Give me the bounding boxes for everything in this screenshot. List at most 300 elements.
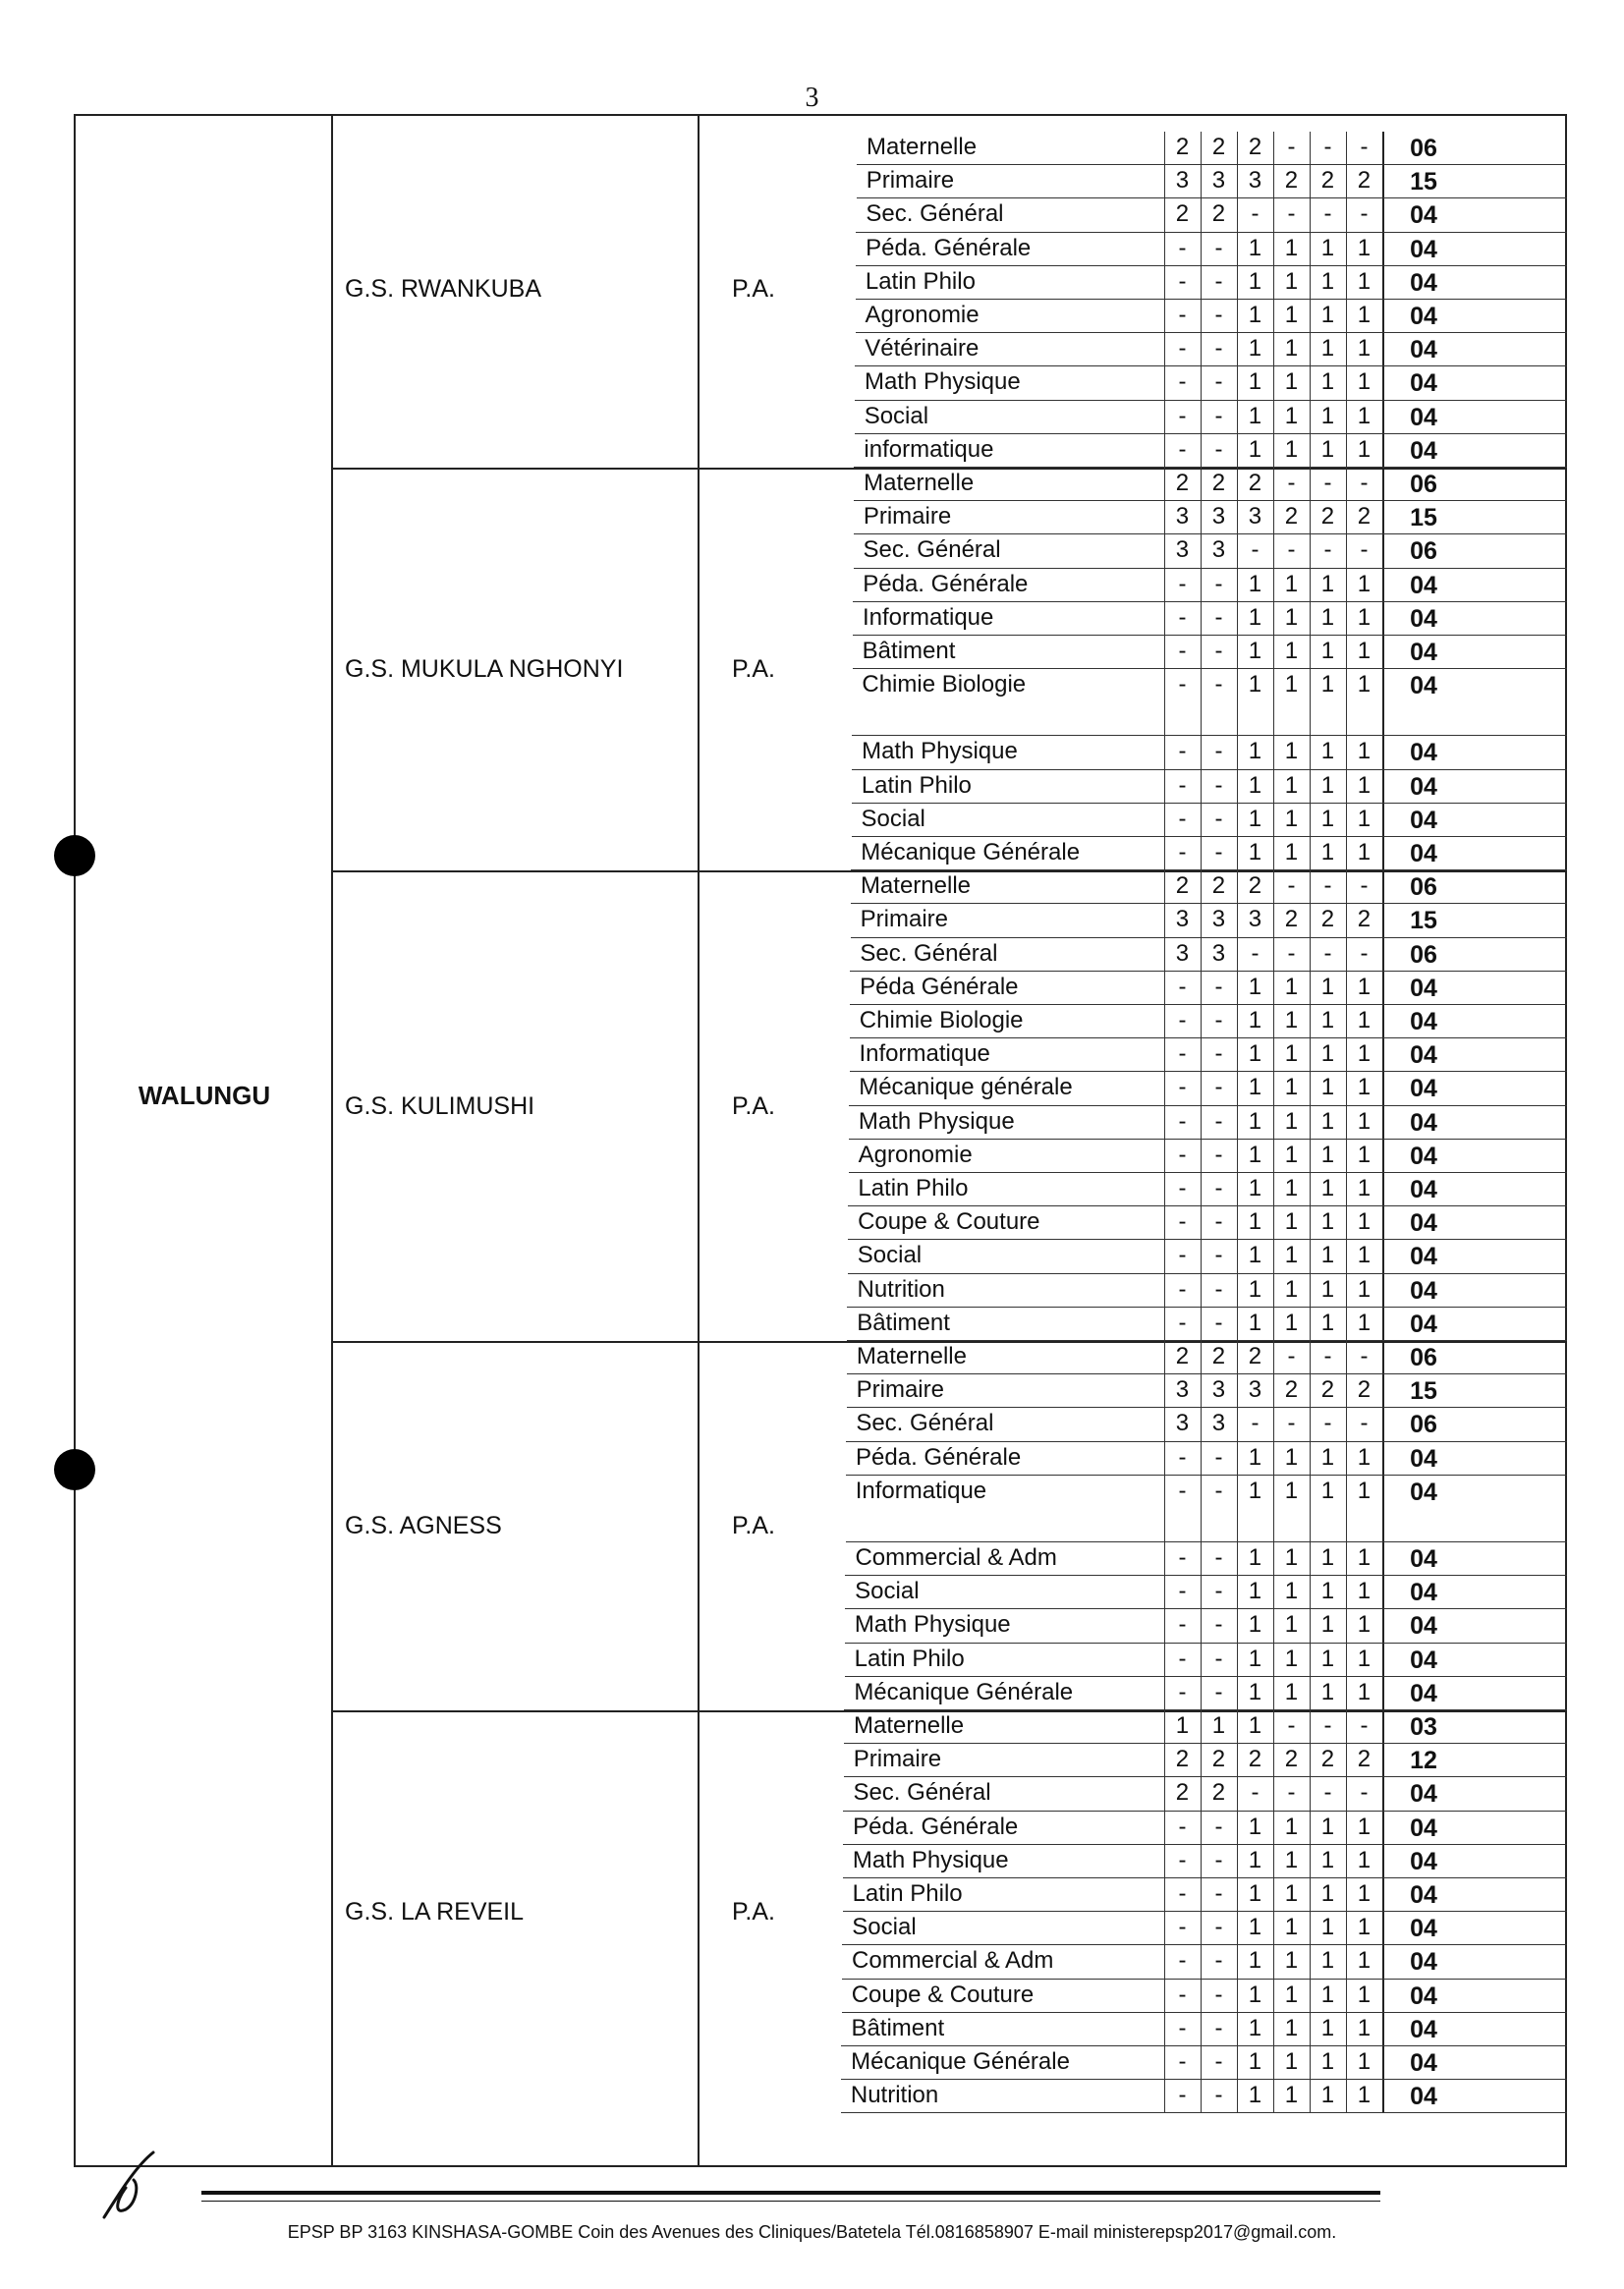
table-row (842, 1945, 1567, 1979)
option-label: Péda. Générale (866, 234, 1032, 261)
class-count-cell: 2 (1310, 1374, 1345, 1407)
class-count-cell: 1 (1237, 1106, 1272, 1139)
class-count-cell: 1 (1237, 1878, 1272, 1911)
class-count-cell: 1 (1310, 1609, 1345, 1642)
total-cell: 15 (1382, 904, 1463, 936)
class-count-cell: 2 (1201, 1341, 1236, 1373)
table-row (845, 1542, 1567, 1576)
class-count-cell: 1 (1237, 1038, 1272, 1071)
class-count-cell: 2 (1273, 904, 1309, 936)
option-label: Latin Philo (865, 267, 976, 295)
class-count-cell: - (1346, 468, 1381, 500)
class-count-cell: 1 (1237, 770, 1272, 803)
table-row (852, 669, 1567, 736)
table-row (843, 1777, 1567, 1811)
class-count-cell: - (1201, 804, 1236, 836)
class-count-cell: 2 (1201, 870, 1236, 903)
class-count-cell: - (1164, 1173, 1200, 1205)
class-count-cell: - (1164, 1812, 1200, 1844)
class-count-cell: 3 (1201, 534, 1236, 567)
class-count-cell: 1 (1310, 1274, 1345, 1307)
option-label: Informatique (862, 603, 994, 631)
total-cell: 15 (1382, 1374, 1463, 1407)
class-count-cell: 3 (1164, 904, 1200, 936)
class-count-cell: 3 (1201, 501, 1236, 533)
class-count-cell: - (1164, 602, 1200, 635)
class-count-cell: 1 (1310, 1945, 1345, 1978)
class-count-cell: - (1346, 870, 1381, 903)
table-row (850, 938, 1567, 972)
total-cell: 04 (1382, 1072, 1463, 1104)
table-row (855, 401, 1567, 434)
class-count-cell: 3 (1201, 1374, 1236, 1407)
class-count-cell: - (1201, 300, 1236, 332)
school-name: G.S. MUKULA NGHONYI (345, 655, 624, 684)
class-count-cell: 1 (1237, 1845, 1272, 1877)
class-count-cell: 1 (1310, 1542, 1345, 1575)
class-count-cell: 1 (1237, 1576, 1272, 1608)
total-cell: 04 (1382, 1140, 1463, 1172)
class-count-cell: 3 (1201, 904, 1236, 936)
class-count-cell: - (1273, 468, 1309, 500)
class-count-cell: 1 (1310, 233, 1345, 265)
table-row (842, 1912, 1567, 1945)
class-count-cell: 1 (1237, 602, 1272, 635)
class-count-cell: 1 (1237, 1644, 1272, 1676)
option-label: Primaire (860, 906, 948, 933)
class-count-cell: 2 (1310, 904, 1345, 936)
option-label: Primaire (863, 503, 952, 530)
class-count-cell: 1 (1346, 266, 1381, 299)
class-count-cell: 1 (1237, 1980, 1272, 2012)
class-count-cell: 1 (1346, 1644, 1381, 1676)
class-count-cell: 1 (1237, 1609, 1272, 1642)
class-count-cell: - (1201, 669, 1236, 735)
class-count-cell: 1 (1346, 1878, 1381, 1911)
class-count-cell: 1 (1346, 1609, 1381, 1642)
footer-rule (201, 2191, 1380, 2195)
class-count-cell: 1 (1237, 669, 1272, 735)
class-count-cell: 1 (1273, 1980, 1309, 2012)
class-count-cell: - (1201, 1038, 1236, 1071)
class-count-cell: - (1201, 1173, 1236, 1205)
table-row (842, 1980, 1567, 2013)
class-count-cell: 1 (1346, 2013, 1381, 2045)
option-label: Bâtiment (857, 1309, 950, 1336)
total-cell: 15 (1382, 165, 1463, 197)
class-count-cell: 1 (1310, 602, 1345, 635)
option-label: Vétérinaire (865, 335, 980, 363)
class-count-cell: 1 (1310, 1912, 1345, 1944)
class-count-cell: 1 (1346, 972, 1381, 1004)
class-count-cell: 1 (1237, 1476, 1272, 1541)
class-count-cell: 2 (1273, 1374, 1309, 1407)
class-count-cell: 2 (1237, 870, 1272, 903)
class-count-cell: 1 (1273, 300, 1309, 332)
class-count-cell: 1 (1346, 669, 1381, 735)
total-cell: 04 (1382, 1878, 1463, 1911)
class-count-cell: 3 (1237, 904, 1272, 936)
option-label: Mécanique Générale (861, 839, 1081, 865)
class-count-cell: - (1201, 2046, 1236, 2079)
option-label: Chimie Biologie (862, 671, 1027, 698)
class-count-cell: - (1310, 198, 1345, 231)
table-row (854, 501, 1567, 534)
class-count-cell: 1 (1273, 636, 1309, 668)
class-count-cell: - (1164, 1878, 1200, 1911)
class-count-cell: - (1310, 1777, 1345, 1810)
total-cell: 04 (1382, 198, 1463, 231)
class-count-cell: 1 (1273, 602, 1309, 635)
total-cell: 04 (1382, 401, 1463, 433)
class-count-cell: 1 (1346, 366, 1381, 399)
class-count-cell: 1 (1237, 434, 1272, 467)
class-count-cell: 1 (1346, 401, 1381, 433)
option-label: Sec. Général (853, 1779, 991, 1807)
class-count-cell: 1 (1273, 366, 1309, 399)
total-cell: 04 (1382, 266, 1463, 299)
class-count-cell: 3 (1164, 1374, 1200, 1407)
class-count-cell: 1 (1237, 837, 1272, 869)
class-count-cell: 1 (1346, 1140, 1381, 1172)
table-row (849, 1072, 1567, 1105)
punch-hole (54, 835, 95, 876)
class-count-cell: 1 (1273, 2013, 1309, 2045)
class-count-cell: 1 (1310, 1812, 1345, 1844)
class-count-cell: 2 (1201, 1744, 1236, 1776)
option-label: Latin Philo (858, 1175, 969, 1201)
table-row (841, 2013, 1567, 2046)
class-count-cell: 1 (1273, 2080, 1309, 2112)
total-cell: 04 (1382, 1206, 1463, 1239)
table-row (854, 434, 1567, 468)
option-label: Coupe & Couture (858, 1208, 1040, 1236)
table-row (847, 1308, 1567, 1341)
class-count-cell: - (1164, 1980, 1200, 2012)
class-count-cell: - (1201, 770, 1236, 803)
table-row (857, 132, 1567, 165)
class-count-cell: - (1164, 1677, 1200, 1709)
class-count-cell: 1 (1237, 1442, 1272, 1475)
class-count-cell: 1 (1237, 1005, 1272, 1037)
class-count-cell: 1 (1310, 300, 1345, 332)
total-cell: 06 (1382, 468, 1463, 500)
class-count-cell: 1 (1310, 1206, 1345, 1239)
school-name: G.S. LA REVEIL (345, 1898, 525, 1926)
handwritten-mark (96, 2147, 165, 2225)
class-count-cell: 1 (1237, 636, 1272, 668)
class-count-cell: - (1201, 1644, 1236, 1676)
option-label: Nutrition (857, 1275, 945, 1303)
class-count-cell: 1 (1237, 1173, 1272, 1205)
class-count-cell: - (1201, 1812, 1236, 1844)
class-count-cell: 2 (1201, 198, 1236, 231)
class-count-cell: 1 (1346, 602, 1381, 635)
class-count-cell: 1 (1273, 434, 1309, 467)
class-count-cell: 1 (1346, 2046, 1381, 2079)
class-count-cell: 2 (1273, 165, 1309, 197)
total-cell: 15 (1382, 501, 1463, 533)
option-label: Mécanique Générale (851, 2048, 1070, 2075)
table-row (852, 804, 1567, 837)
class-count-cell: 1 (1310, 2013, 1345, 2045)
class-count-cell: 1 (1273, 1106, 1309, 1139)
class-count-cell: - (1164, 434, 1200, 467)
class-count-cell: - (1346, 198, 1381, 231)
class-count-cell: - (1201, 333, 1236, 365)
table-row (852, 770, 1567, 804)
option-label: Social (861, 805, 925, 832)
class-count-cell: - (1164, 1609, 1200, 1642)
class-count-cell: - (1201, 1140, 1236, 1172)
class-count-cell: - (1164, 2046, 1200, 2079)
class-count-cell: 2 (1346, 165, 1381, 197)
class-count-cell: - (1201, 1677, 1236, 1709)
option-label: Bâtiment (862, 638, 956, 664)
class-count-cell: 1 (1237, 1542, 1272, 1575)
footer-address: EPSP BP 3163 KINSHASA-GOMBE Coin des Avenues des Cliniques/Batetela Tél.0816858907 E-mail ministerepsp2017@gmail.com. (287, 2222, 1337, 2242)
school-status: P.A. (731, 1898, 776, 1926)
class-count-cell: 2 (1164, 1341, 1200, 1373)
table-row (844, 1710, 1567, 1744)
table-row (845, 1644, 1567, 1677)
class-count-cell: - (1164, 233, 1200, 265)
class-count-cell: - (1164, 266, 1200, 299)
table-row (851, 904, 1567, 937)
class-count-cell: 1 (1310, 669, 1345, 735)
class-count-cell: 2 (1164, 132, 1200, 164)
class-count-cell: - (1201, 1308, 1236, 1340)
option-label: Agronomie (865, 302, 980, 328)
table-row (850, 972, 1567, 1005)
class-count-cell: 1 (1273, 837, 1309, 869)
option-label: Math Physique (862, 738, 1018, 765)
total-cell: 04 (1382, 1106, 1463, 1139)
table-row (853, 569, 1567, 602)
class-count-cell: - (1201, 1912, 1236, 1944)
class-count-cell: 1 (1237, 233, 1272, 265)
class-count-cell: - (1164, 1072, 1200, 1104)
class-count-cell: 1 (1237, 2080, 1272, 2112)
class-count-cell: 1 (1310, 1072, 1345, 1104)
class-count-cell: 2 (1164, 1744, 1200, 1776)
class-count-cell: 1 (1273, 1812, 1309, 1844)
class-count-cell: 1 (1346, 1912, 1381, 1944)
class-count-cell: - (1201, 1442, 1236, 1475)
class-count-cell: 3 (1164, 534, 1200, 567)
class-count-cell: - (1201, 434, 1236, 467)
total-cell: 04 (1382, 1173, 1463, 1205)
table-row (846, 1442, 1567, 1476)
class-count-cell: 2 (1164, 468, 1200, 500)
total-cell: 04 (1382, 972, 1463, 1004)
table-row (853, 602, 1567, 636)
class-count-cell: - (1164, 770, 1200, 803)
class-count-cell: 1 (1346, 1206, 1381, 1239)
class-count-cell: 1 (1310, 1576, 1345, 1608)
class-count-cell: - (1201, 266, 1236, 299)
class-count-cell: 1 (1273, 266, 1309, 299)
total-cell: 04 (1382, 636, 1463, 668)
class-count-cell: 2 (1273, 501, 1309, 533)
school-status: P.A. (731, 1091, 776, 1120)
class-count-cell: 1 (1273, 1878, 1309, 1911)
class-count-cell: 1 (1310, 1173, 1345, 1205)
class-count-cell: - (1164, 736, 1200, 768)
class-count-cell: 3 (1201, 1408, 1236, 1440)
class-count-cell: - (1237, 1777, 1272, 1810)
class-count-cell: 1 (1310, 1677, 1345, 1709)
table-row (853, 636, 1567, 669)
class-count-cell: 1 (1237, 1912, 1272, 1944)
class-count-cell: 1 (1273, 1476, 1309, 1541)
class-count-cell: - (1164, 837, 1200, 869)
class-count-cell: 1 (1310, 770, 1345, 803)
total-cell: 04 (1382, 736, 1463, 768)
class-count-cell: 2 (1310, 165, 1345, 197)
option-label: Commercial & Adm (852, 1947, 1054, 1975)
class-count-cell: - (1164, 333, 1200, 365)
option-label: Maternelle (856, 1343, 967, 1369)
class-count-cell: - (1201, 1005, 1236, 1037)
total-cell: 06 (1382, 870, 1463, 903)
class-count-cell: - (1273, 198, 1309, 231)
class-count-cell: 3 (1201, 938, 1236, 971)
table-row (855, 333, 1567, 366)
class-count-cell: - (1164, 1476, 1200, 1541)
class-count-cell: 1 (1237, 1240, 1272, 1272)
option-label: Primaire (853, 1746, 942, 1773)
class-count-cell: - (1201, 401, 1236, 433)
option-label: Social (855, 1578, 920, 1605)
total-cell: 06 (1382, 1341, 1463, 1373)
total-cell: 04 (1382, 804, 1463, 836)
class-count-cell: 1 (1346, 804, 1381, 836)
class-count-cell: 1 (1346, 1308, 1381, 1340)
class-count-cell: 2 (1164, 870, 1200, 903)
table-row (851, 837, 1567, 870)
option-label: Primaire (866, 167, 955, 195)
class-count-cell: - (1273, 132, 1309, 164)
table-row (856, 198, 1567, 232)
class-count-cell: - (1164, 1206, 1200, 1239)
total-cell: 04 (1382, 669, 1463, 735)
class-count-cell: 1 (1273, 736, 1309, 768)
total-cell: 04 (1382, 333, 1463, 365)
table-row (856, 233, 1567, 266)
class-count-cell: 1 (1346, 1072, 1381, 1104)
total-cell: 04 (1382, 2013, 1463, 2045)
class-count-cell: - (1310, 1710, 1345, 1743)
option-label: Sec. Général (856, 1410, 994, 1437)
option-label: Primaire (856, 1376, 944, 1404)
class-count-cell: 1 (1273, 669, 1309, 735)
class-count-cell: 1 (1237, 2013, 1272, 2045)
class-count-cell: - (1310, 534, 1345, 567)
class-count-cell: 1 (1273, 1038, 1309, 1071)
class-count-cell: 1 (1237, 804, 1272, 836)
class-count-cell: 1 (1310, 837, 1345, 869)
total-cell: 04 (1382, 1845, 1463, 1877)
class-count-cell: - (1201, 1878, 1236, 1911)
class-count-cell: 1 (1310, 972, 1345, 1004)
class-count-cell: 1 (1273, 1442, 1309, 1475)
class-count-cell: - (1201, 1106, 1236, 1139)
class-count-cell: - (1201, 233, 1236, 265)
option-label: Péda Générale (860, 973, 1019, 1000)
table-row (848, 1173, 1567, 1206)
class-count-cell: 1 (1346, 1442, 1381, 1475)
class-count-cell: - (1164, 401, 1200, 433)
class-count-cell: 1 (1273, 1005, 1309, 1037)
class-count-cell: 3 (1237, 165, 1272, 197)
class-count-cell: 1 (1346, 1812, 1381, 1844)
class-count-cell: - (1201, 1542, 1236, 1575)
school-status: P.A. (731, 1512, 776, 1539)
class-count-cell: 1 (1273, 1206, 1309, 1239)
option-label: Péda. Générale (863, 570, 1029, 597)
class-count-cell: 1 (1310, 1240, 1345, 1272)
school-status: P.A. (731, 275, 776, 303)
class-count-cell: 1 (1273, 1072, 1309, 1104)
class-count-cell: 1 (1346, 333, 1381, 365)
class-count-cell: - (1201, 1980, 1236, 2012)
class-count-cell: - (1237, 534, 1272, 567)
class-count-cell: 1 (1237, 1308, 1272, 1340)
class-count-cell: - (1164, 1240, 1200, 1272)
total-cell: 04 (1382, 1442, 1463, 1475)
total-cell: 04 (1382, 1644, 1463, 1676)
class-count-cell: 1 (1237, 972, 1272, 1004)
class-count-cell: 1 (1237, 2046, 1272, 2079)
class-count-cell: - (1346, 1341, 1381, 1373)
table-row (841, 2046, 1567, 2080)
class-count-cell: - (1310, 468, 1345, 500)
option-label: Social (864, 402, 929, 429)
class-count-cell: 1 (1273, 972, 1309, 1004)
class-count-cell: - (1201, 837, 1236, 869)
class-count-cell: 2 (1346, 1374, 1381, 1407)
total-cell: 04 (1382, 1912, 1463, 1944)
class-count-cell: 1 (1346, 300, 1381, 332)
class-count-cell: 1 (1310, 1038, 1345, 1071)
class-count-cell: - (1237, 938, 1272, 971)
class-count-cell: - (1310, 938, 1345, 971)
class-count-cell: 1 (1346, 233, 1381, 265)
class-count-cell: - (1164, 2080, 1200, 2112)
option-label: Social (857, 1242, 923, 1269)
class-count-cell: 1 (1346, 636, 1381, 668)
option-label: Sec. Général (866, 200, 1004, 228)
total-cell: 04 (1382, 434, 1463, 467)
class-count-cell: - (1346, 1777, 1381, 1810)
class-count-cell: - (1164, 1308, 1200, 1340)
class-count-cell: 2 (1164, 198, 1200, 231)
class-count-cell: 1 (1237, 333, 1272, 365)
class-count-cell: 1 (1310, 1476, 1345, 1541)
class-count-cell: - (1164, 669, 1200, 735)
class-count-cell: 1 (1310, 1845, 1345, 1877)
class-count-cell: 1 (1273, 1677, 1309, 1709)
school-name: G.S. AGNESS (345, 1512, 502, 1539)
option-label: Coupe & Couture (851, 1981, 1035, 2008)
class-count-cell: 2 (1346, 501, 1381, 533)
class-count-cell: 1 (1310, 1140, 1345, 1172)
total-cell: 04 (1382, 1274, 1463, 1307)
class-count-cell: - (1201, 1072, 1236, 1104)
class-count-cell: - (1273, 870, 1309, 903)
class-count-cell: 2 (1237, 1341, 1272, 1373)
